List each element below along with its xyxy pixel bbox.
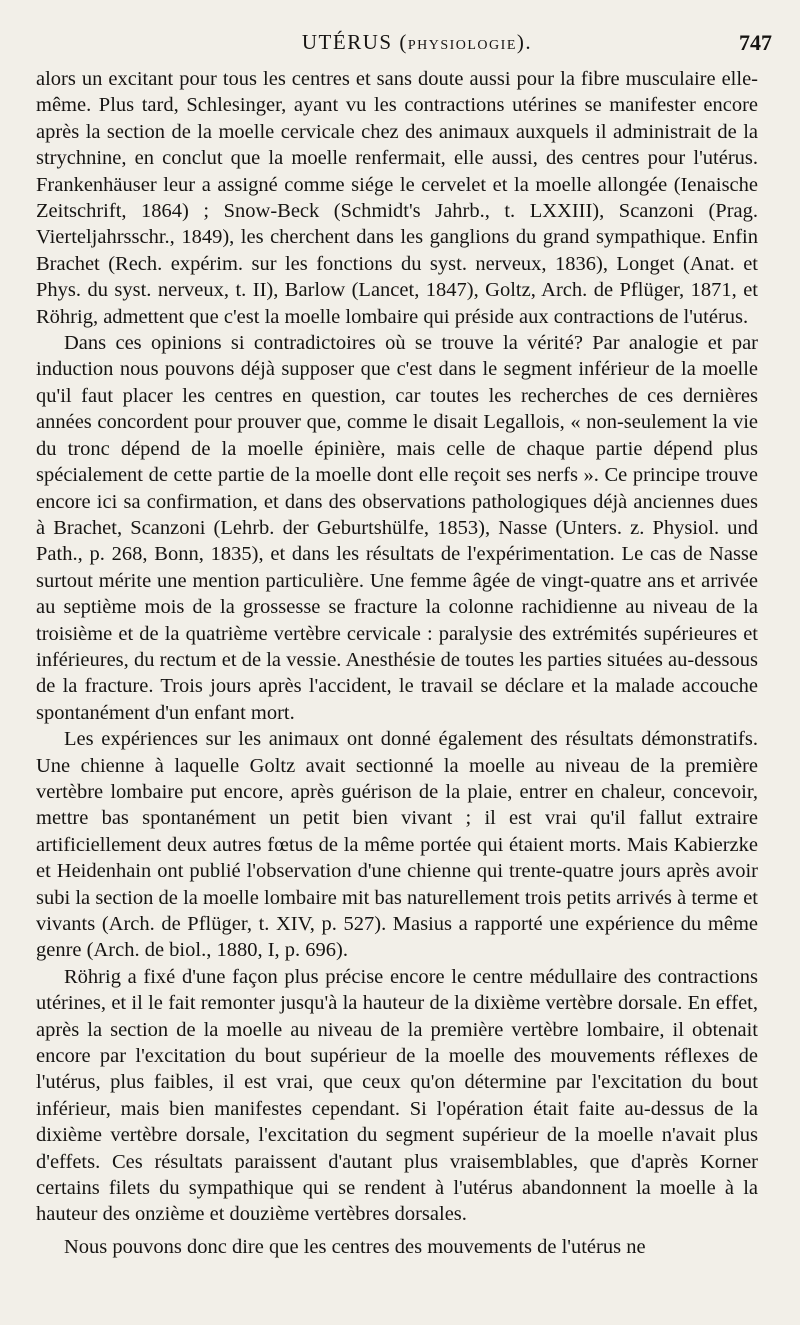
running-head xyxy=(62,30,772,55)
paragraph-conclusion: Nous pouvons donc dire que les centres des mouvements de l'utérus ne xyxy=(64,1235,646,1258)
paragraph-rohrig: Röhrig a fixé d'une façon plus précise encore le centre médullaire des contractions utérines, et il le fait remonter jusqu'à la hauteur de la dixième vertèbre dorsale. En effet, après la section de la moelle au niveau de la première vertèbre lombaire, il obtenait encore par l'excitation du bout supérieur de la moelle des mouvements réflexes de l'utérus, plus faibles, il est vrai, que ceux qu'on détermine par l'excitation du bout inférieur, mais bien manifestes cependant. Si l'opération était faite au-dessus de la dixième vertèbre dorsale, l'excitation du segment supérieur de la moelle n'avait plus d'effets. Ces résultats paraissent d'autant plus vraisemblables, que d'après Korner certains filets du sympathique qui se rendent à l'utérus abandonnent la moelle à la hauteur des onzième et douzième vertèbres dorsales. xyxy=(36,965,758,1226)
paragraph-opinions: Dans ces opinions si contradictoires où se trouve la vérité? Par analogie et par induction nous pouvons déjà supposer que c'est dans le segment inférieur de la moelle qu'il faut placer les centres en question, car toutes les recherches de ces dernières années concordent pour prouver que, comme le disait Legallois, « non-seulement la vie du tronc dépend de la moelle épinière, mais celle de chaque partie dépend plus spécialement de cette partie de la moelle dont elle reçoit ses nerfs ». Ce principe trouve encore ici sa confirmation, et dans des observations pathologiques déjà anciennes dues à Brachet, Scanzoni (Lehrb. der Geburtshülfe, 1853), Nasse (Unters. z. Physiol. und Path., p. 268, Bonn, 1835), et dans les résultats de l'expérimentation. Le cas de Nasse surtout mérite une mention particulière. Une femme âgée de vingt-quatre ans et arrivée au septième mois de la grossesse se fracture la colonne rachidienne au niveau de la troisième et de la quatrième vertèbre cervicale : paralysie des extrémités supérieures et inférieures, du rectum et de la vessie. Anesthésie de toutes les parties situées au-dessous de la fracture. Trois jours après l'accident, le travail se déclare et la malade accouche spontanément d'un enfant mort. xyxy=(36,332,758,724)
running-head-subtitle: PHYSIOLOGIE xyxy=(407,38,517,53)
running-head-paren-close: ). xyxy=(516,30,533,54)
running-head-paren-open: ( xyxy=(392,30,408,54)
page-number: 747 xyxy=(739,30,772,55)
paragraph-continued: alors un excitant pour tous les centres et sans doute aussi pour la fibre musculaire elle-même. Plus tard, Schlesinger, ayant vu les contractions utérines se manifester encore après la section de la moelle cervicale chez des animaux auxquels il administrait de la strychnine, en conclut que la moelle renfermait, elle aussi, des centres pour l'utérus. Frankenhäuser leur a assigné comme siége le cervelet et la moelle allongée (Ienaische Zeitschrift, 1864) ; Snow-Beck (Schmidt's Jahrb., t. LXXIII), Scanzoni (Prag. Vierteljahrsschr., 1849), les cherchent dans les ganglions du grand sympathique. Enfin Brachet (Rech. expérim. sur les fonctions du syst. nerveux, 1836), Longet (Anat. et Phys. du syst. nerveux, t. II), Barlow (Lancet, 1847), Goltz, Arch. de Pflüger, 1871, et Röhrig, admettent que c'est la moelle lombaire qui préside aux contractions de l'utérus. xyxy=(36,68,758,328)
body-text xyxy=(36,66,758,1260)
paragraph-experiences: Les expériences sur les animaux ont donné également des résultats démonstratifs. Une chienne à laquelle Goltz avait sectionné la moelle au niveau de la première vertèbre lombaire put encore, après guérison de la plaie, entrer en chaleur, concevoir, mettre bas spontanément un petit bien vivant ; il est vrai qu'il fallut extraire artificiellement deux autres fœtus de la même portée qui étaient morts. Mais Kabierzke et Heidenhain ont publié l'observation d'une chienne qui trente-quatre jours après avoir subi la section de la moelle lombaire mit bas naturellement trois petits arrivés à terme et vivants (Arch. de Pflüger, t. XIV, p. 527). Masius a rapporté une expérience du même genre (Arch. de biol., 1880, I, p. 696). xyxy=(36,728,758,962)
running-head-title: UTÉRUS xyxy=(301,30,393,54)
page-header xyxy=(62,30,772,62)
